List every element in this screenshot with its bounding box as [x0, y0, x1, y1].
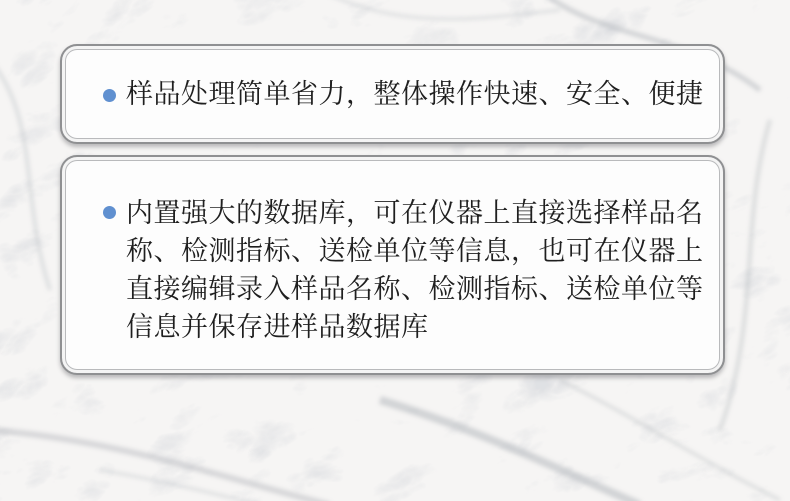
feature-text-line: 内置强大的数据库，可在仪器上直接选择样品名 — [126, 198, 704, 228]
feature-card-2 — [60, 155, 725, 375]
feature-row — [62, 157, 723, 373]
bullet-icon — [103, 206, 116, 219]
feature-text-line: 样品处理简单省力，整体操作快速、安全、便捷 — [126, 79, 704, 109]
feature-text-line: 信息并保存进样品数据库 — [126, 312, 429, 342]
feature-row — [62, 46, 723, 142]
feature-text — [126, 75, 704, 113]
feature-text-line: 称、检测指标、送检单位等信息，也可在仪器上 — [126, 236, 704, 266]
feature-text — [126, 194, 704, 373]
feature-text-line: 直接编辑录入样品名称、检测指标、送检单位等 — [126, 274, 704, 304]
feature-card-1 — [60, 44, 725, 144]
bullet-icon — [103, 89, 116, 102]
